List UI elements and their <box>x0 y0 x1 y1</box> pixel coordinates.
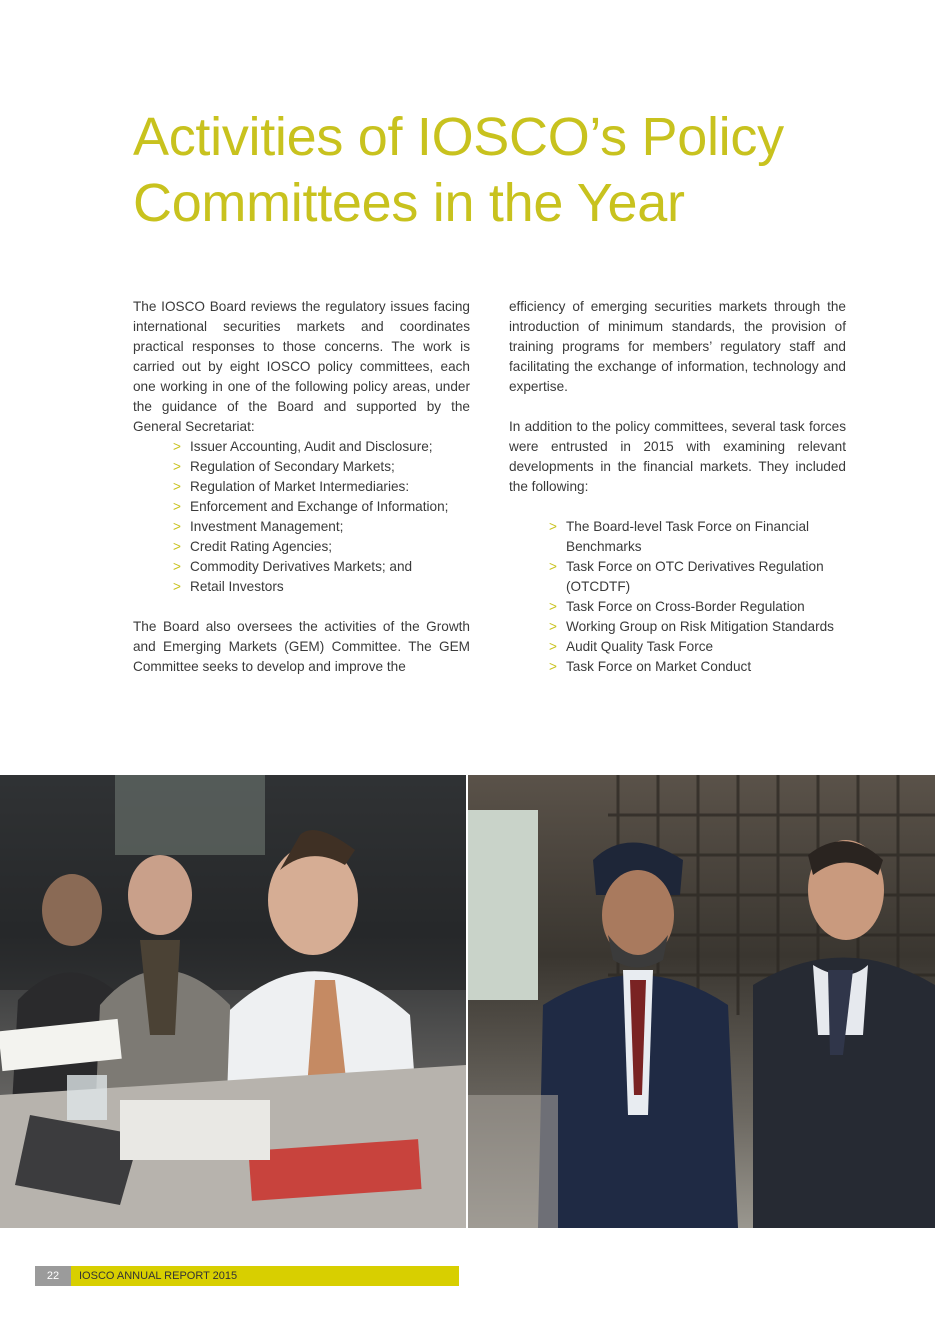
list-item: > Investment Management; <box>173 517 470 537</box>
list-item: > Working Group on Risk Mitigation Standards <box>549 617 846 637</box>
chevron-right-icon: > <box>549 619 557 634</box>
chevron-right-icon: > <box>173 479 181 494</box>
list-item: > Task Force on Cross-Border Regulation <box>549 597 846 617</box>
list-item: > The Board-level Task Force on Financial Benchmarks <box>549 519 810 554</box>
report-title-bar: IOSCO ANNUAL REPORT 2015 <box>71 1266 459 1286</box>
chevron-right-icon: > <box>549 599 557 614</box>
list-item: > Enforcement and Exchange of Information; <box>173 497 470 517</box>
list-item: > Regulation of Market Intermediaries: <box>173 477 470 497</box>
chevron-right-icon: > <box>549 659 557 674</box>
chevron-right-icon: > <box>173 559 181 574</box>
page-title-line-2: Committees in the Year <box>133 173 685 233</box>
list-item: > Task Force on OTC Derivatives Regulation (OTCDTF) <box>549 559 824 594</box>
task-forces-list <box>509 517 846 677</box>
photo-strip <box>0 775 935 1228</box>
left-column <box>133 297 470 677</box>
chevron-right-icon: > <box>549 639 557 654</box>
chevron-right-icon: > <box>173 459 181 474</box>
intro-paragraph: The IOSCO Board reviews the regulatory issues facing international securities markets and coordinates practical responses to those concerns. The work is carried out by eight IOSCO policy committees, each one working in one of the following policy areas, under the guidance of the Board and supported by the General Secretariat: <box>133 299 470 434</box>
meeting-photo-left <box>0 775 466 1228</box>
meeting-photo-right <box>468 775 935 1228</box>
page-title-line-1: Activities of IOSCO’s Policy <box>133 107 784 167</box>
chevron-right-icon: > <box>173 519 181 534</box>
task-force-intro-paragraph: In addition to the policy committees, several task forces were entrusted in 2015 with examining relevant developments in the financial markets. They included the following: <box>509 419 846 494</box>
chevron-right-icon: > <box>549 559 557 574</box>
page-number: 22 <box>35 1266 71 1286</box>
list-item: > Retail Investors <box>173 577 470 597</box>
policy-areas-list <box>133 437 470 597</box>
chevron-right-icon: > <box>549 519 557 534</box>
list-item: > Credit Rating Agencies; <box>173 537 470 557</box>
list-item: > Regulation of Secondary Markets; <box>173 457 470 477</box>
chevron-right-icon: > <box>173 499 181 514</box>
chevron-right-icon: > <box>173 539 181 554</box>
chevron-right-icon: > <box>173 579 181 594</box>
page-footer <box>35 1266 459 1286</box>
chevron-right-icon: > <box>173 439 181 454</box>
list-item: > Audit Quality Task Force <box>549 637 846 657</box>
page-title <box>133 104 893 236</box>
list-item: > Issuer Accounting, Audit and Disclosure; <box>173 437 470 457</box>
gem-paragraph: The Board also oversees the activities of the Growth and Emerging Markets (GEM) Committee. The GEM Committee seeks to develop and improve the <box>133 619 470 674</box>
list-item: > Task Force on Market Conduct <box>549 657 846 677</box>
list-item: > Commodity Derivatives Markets; and <box>173 557 470 577</box>
right-column <box>509 297 846 677</box>
gem-continuation-paragraph: efficiency of emerging securities markets through the introduction of minimum standards, the provision of training programs for members’ regulatory staff and facilitating the exchange of information, technology and expertise. <box>509 299 846 394</box>
